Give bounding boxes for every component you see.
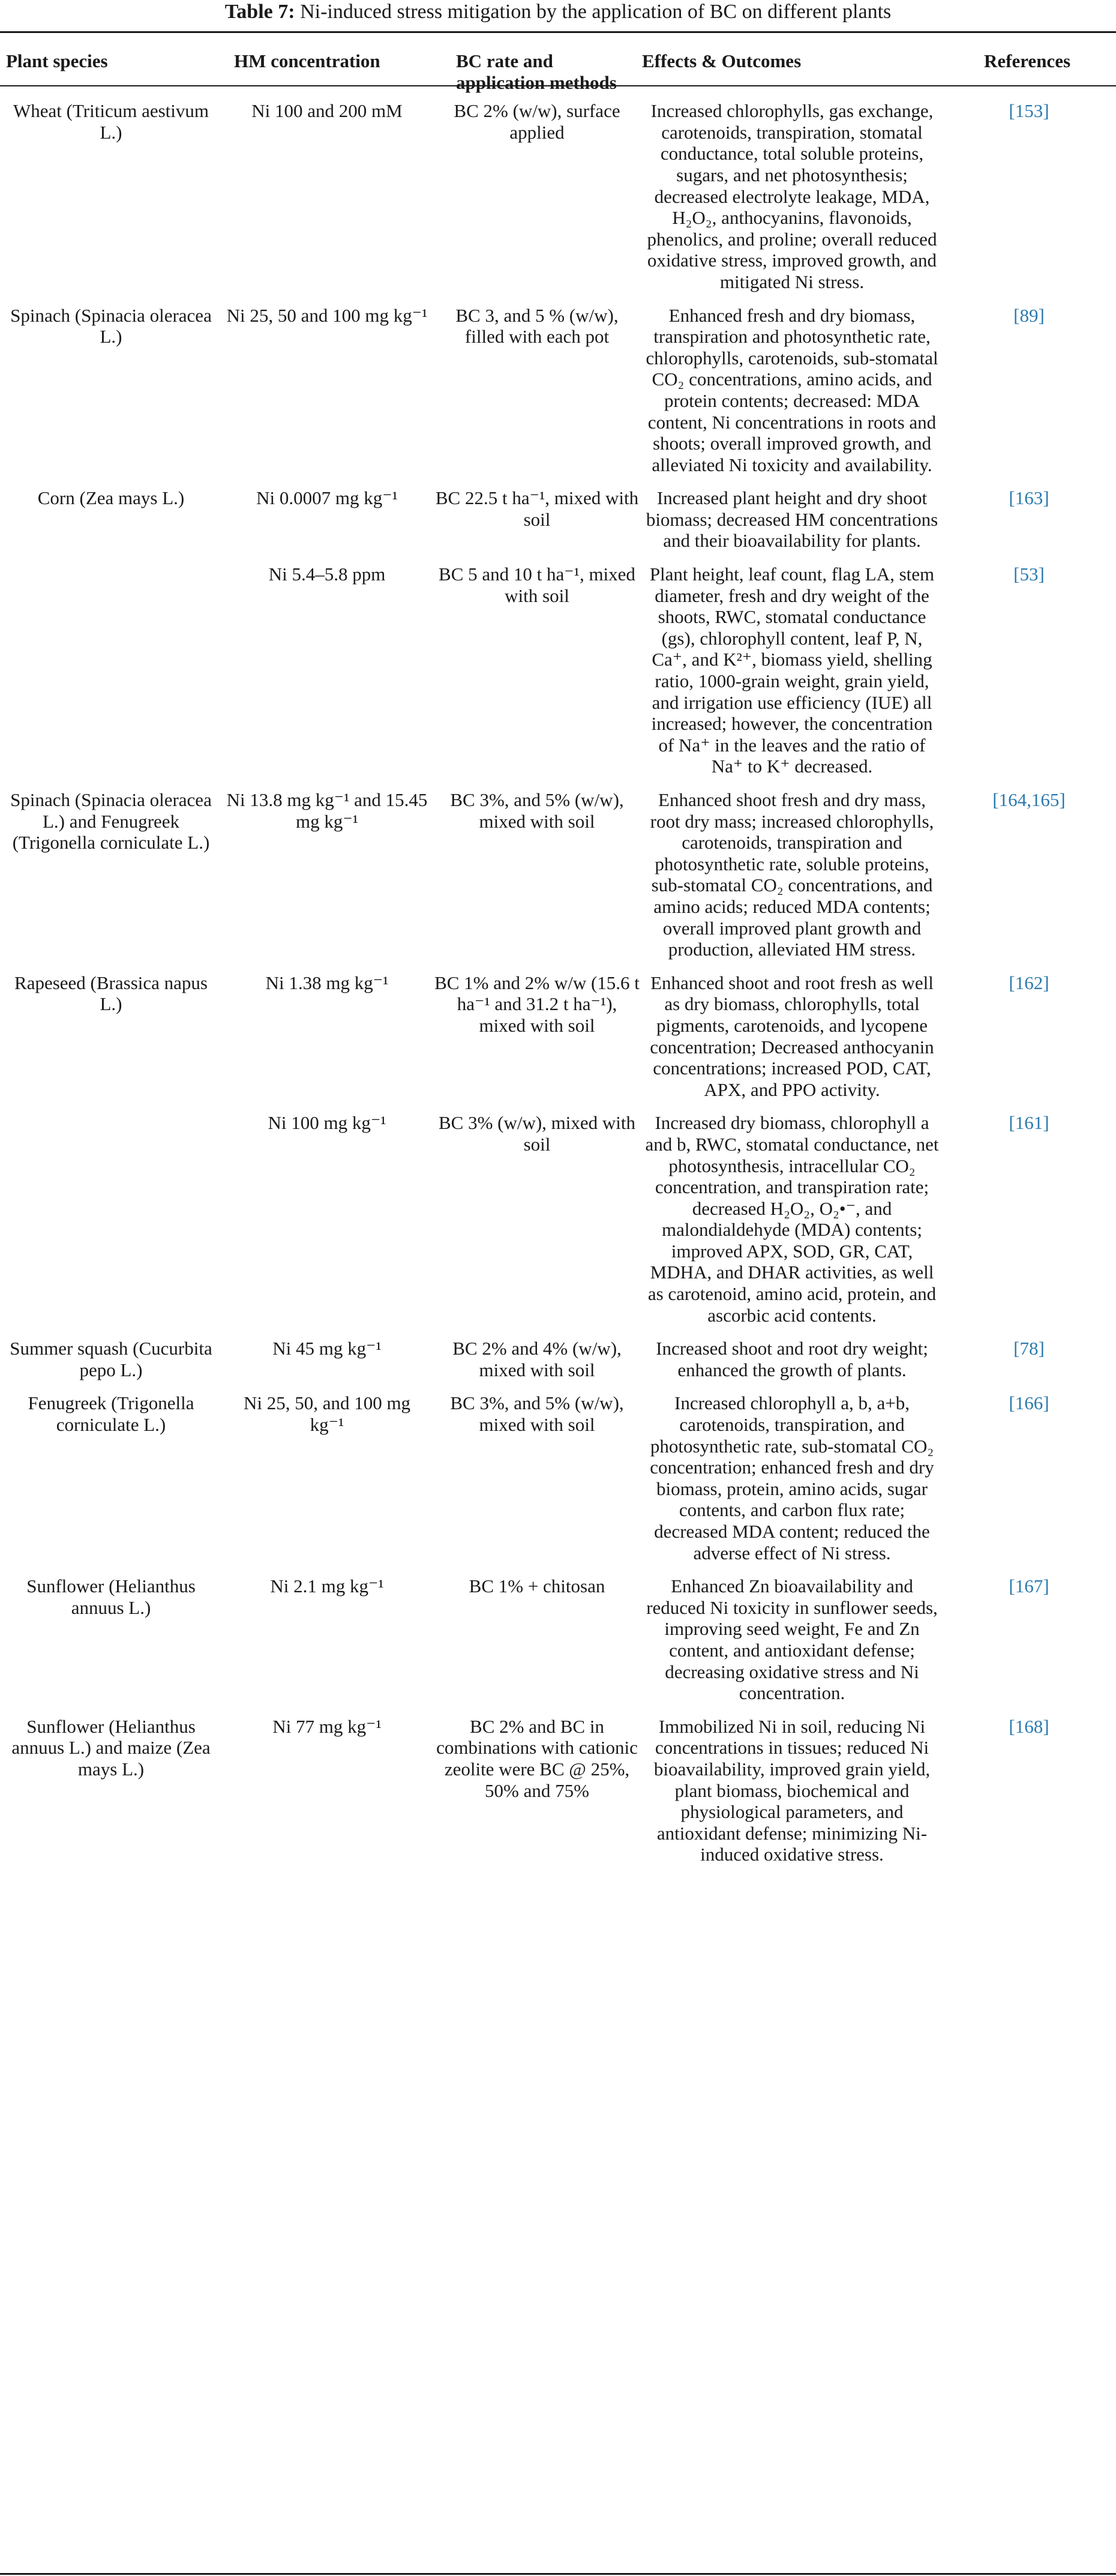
cell-reference [942,1568,1116,1709]
reference-link[interactable]: [153] [1009,100,1049,122]
cell-hm: Ni 5.4–5.8 ppm [268,564,386,585]
table-row [0,1709,1116,1870]
table-row [0,480,1116,556]
header-references: References [984,50,1071,71]
cell-bc: BC 3%, and 5% (w/w), mixed with soil [450,789,624,832]
cell-effects: Enhanced fresh and dry biomass, transpiration and photosynthetic rate, chlorophylls, carotenoids, sub-stomatal CO₂ concentrations, amino acids, and protein contents; decreased: MDA content, Ni concentrations in roots and shoots; overall improved growth, and alleviated Ni toxicity and availability. [646,304,938,475]
reference-link[interactable]: [168] [1009,1715,1049,1737]
cell-reference [942,556,1116,782]
cell-hm: Ni 77 mg kg⁻¹ [272,1715,382,1737]
reference-link[interactable]: [89] [1013,304,1045,326]
cell-hm: Ni 25, 50, and 100 mg kg⁻¹ [243,1392,411,1436]
cell-hm: Ni 0.0007 mg kg⁻¹ [256,487,398,509]
cell-hm: Ni 100 mg kg⁻¹ [268,1112,386,1134]
reference-link[interactable]: [166] [1009,1392,1049,1414]
data-table [0,34,1116,1870]
header-row [0,34,1116,93]
table-row [0,1568,1116,1709]
table-top-rule [0,31,1116,33]
cell-effects: Enhanced Zn bioavailability and reduced Ni toxicity in sunflower seeds, improving seed weight, Fe and Zn content, and antioxidant defense; decreasing oxidative stress and Ni concentration. [646,1575,938,1704]
cell-species: Sunflower (Helianthus annuus L.) [26,1575,196,1618]
cell-effects: Enhanced shoot fresh and dry mass, root dry mass; increased chlorophylls, carotenoids, transpiration and photosynthetic rate, soluble proteins, sub-stomatal CO₂ concentrations, and amino acids; reduced MDA contents; overall improved plant growth and production, alleviated HM stress. [650,789,934,960]
cell-species: Wheat (Triticum aestivum L.) [13,100,209,143]
cell-effects: Increased chlorophylls, gas exchange, carotenoids, transpiration, stomatal conductance, total soluble proteins, sugars, and net photosynthesis; decreased electrolyte leakage, MDA, H₂O₂, anthocyanins, flavonoids, phenolics, and proline; overall reduced oxidative stress, improved growth, and mitigated Ni stress. [647,100,937,292]
cell-reference [942,782,1116,965]
table-row [0,1331,1116,1385]
reference-link[interactable]: [162] [1009,972,1049,993]
cell-bc: BC 5 and 10 t ha⁻¹, mixed with soil [439,564,635,606]
cell-bc: BC 3%, and 5% (w/w), mixed with soil [450,1392,624,1436]
cell-reference [942,93,1116,297]
reference-link[interactable]: [167] [1009,1575,1049,1597]
table-row [0,556,1116,782]
cell-reference [942,1709,1116,1870]
table-row [0,298,1116,481]
table-row [0,965,1116,1106]
table-caption [0,0,1116,26]
cell-species: Rapeseed (Brassica napus L.) [14,972,208,1015]
cell-effects: Plant height, leaf count, flag LA, stem diameter, fresh and dry weight of the shoots, RWC, stomatal conductance (gs), chlorophyll content, leaf P, N, Ca⁺, and K²⁺, biomass yield, shelling ratio, 1000-grain weight, grain yield, and irrigation use efficiency (IUE) all increased; however, the concentration of Na⁺ in the leaves and the ratio of Na⁺ to K⁺ decreased. [649,564,935,777]
header-hm-concentration: HM concentration [234,50,380,71]
reference-link[interactable]: [78] [1013,1338,1045,1359]
cell-reference [942,1105,1116,1331]
cell-reference [942,298,1116,481]
cell-effects: Increased dry biomass, chlorophyll a and b, RWC, stomatal conductance, net photosynthesis, intracellular CO₂ concentration, and transpiration rate; decreased H₂O₂, O₂•⁻, and malondialdehyde (MDA) contents; improved APX, SOD, GR, CAT, MDHA, and DHAR activities, as well as carotenoid, amino acid, protein, and ascorbic acid contents. [645,1112,939,1326]
cell-effects: Increased chlorophyll a, b, a+b, carotenoids, transpiration, and photosynthetic rate, sub-stomatal CO₂ concentration; enhanced fresh and dry biomass, protein, amino acids, sugar contents, and carbon flux rate; decreased MDA content; reduced the adverse effect of Ni stress. [650,1392,934,1563]
cell-effects: Immobilized Ni in soil, reducing Ni concentrations in tissues; reduced Ni bioavailability, improved grain yield, plant biomass, biochemical and physiological parameters, and antioxidant defense; minimizing Ni-induced oxidative stress. [653,1715,931,1865]
header-effects: Effects & Outcomes [642,50,802,71]
cell-species [0,556,222,782]
table-row [0,1385,1116,1568]
cell-species: Summer squash (Cucurbita pepo L.) [10,1338,212,1380]
header-bc-rate: BC rate and application methods [456,50,617,93]
table-row [0,782,1116,965]
table-bottom-rule [0,2573,1116,2575]
cell-species: Spinach (Spinacia oleracea L.) [10,304,212,348]
cell-reference [942,1385,1116,1568]
cell-bc: BC 1% + chitosan [469,1575,605,1597]
cell-hm: Ni 1.38 mg kg⁻¹ [265,972,389,993]
cell-species: Spinach (Spinacia oleracea L.) and Fenugreek (Trigonella corniculate L.) [10,789,212,853]
cell-hm: Ni 2.1 mg kg⁻¹ [270,1575,384,1597]
reference-link[interactable]: [53] [1013,564,1045,585]
cell-reference [942,1331,1116,1385]
caption-label: Table 7: [224,1,295,23]
cell-effects: Increased plant height and dry shoot biomass; decreased HM concentrations and their bioavailability for plants. [646,487,938,552]
reference-link[interactable]: [163] [1009,487,1049,509]
cell-bc: BC 2% and BC in combinations with cationic zeolite were BC @ 25%, 50% and 75% [436,1715,638,1801]
cell-bc: BC 3% (w/w), mixed with soil [438,1112,636,1155]
cell-species: Sunflower (Helianthus annuus L.) and maize (Zea mays L.) [11,1715,211,1780]
cell-hm: Ni 25, 50 and 100 mg kg⁻¹ [226,304,428,326]
cell-effects: Enhanced shoot and root fresh as well as dry biomass, chlorophylls, total pigments, carotenoids, and lycopene concentration; Decreased anthocyanin concentrations; increased POD, CAT, APX, and PPO activity. [650,972,934,1100]
cell-effects: Increased shoot and root dry weight; enhanced the growth of plants. [656,1338,928,1380]
cell-reference [942,480,1116,556]
cell-bc: BC 3, and 5 % (w/w), filled with each pot [455,304,619,348]
cell-reference [942,965,1116,1106]
table-body [0,93,1116,1870]
cell-bc: BC 2% and 4% (w/w), mixed with soil [452,1338,622,1380]
reference-link[interactable]: [164,165] [992,789,1066,810]
header-plant-species: Plant species [6,50,108,71]
cell-species: Fenugreek (Trigonella corniculate L.) [28,1392,194,1436]
cell-hm: Ni 13.8 mg kg⁻¹ and 15.45 mg kg⁻¹ [226,789,428,832]
table-row [0,1105,1116,1331]
cell-bc: BC 1% and 2% w/w (15.6 t ha⁻¹ and 31.2 t ha⁻¹), mixed with soil [434,972,640,1036]
cell-hm: Ni 45 mg kg⁻¹ [272,1338,382,1359]
table-row [0,93,1116,297]
cell-bc: BC 2% (w/w), surface applied [454,100,620,143]
cell-species [0,1105,222,1331]
reference-link[interactable]: [161] [1009,1112,1049,1134]
cell-bc: BC 22.5 t ha⁻¹, mixed with soil [435,487,639,530]
cell-species: Corn (Zea mays L.) [37,487,185,509]
cell-hm: Ni 100 and 200 mM [251,100,403,122]
caption-text: Ni-induced stress mitigation by the application of BC on different plants [295,1,892,23]
